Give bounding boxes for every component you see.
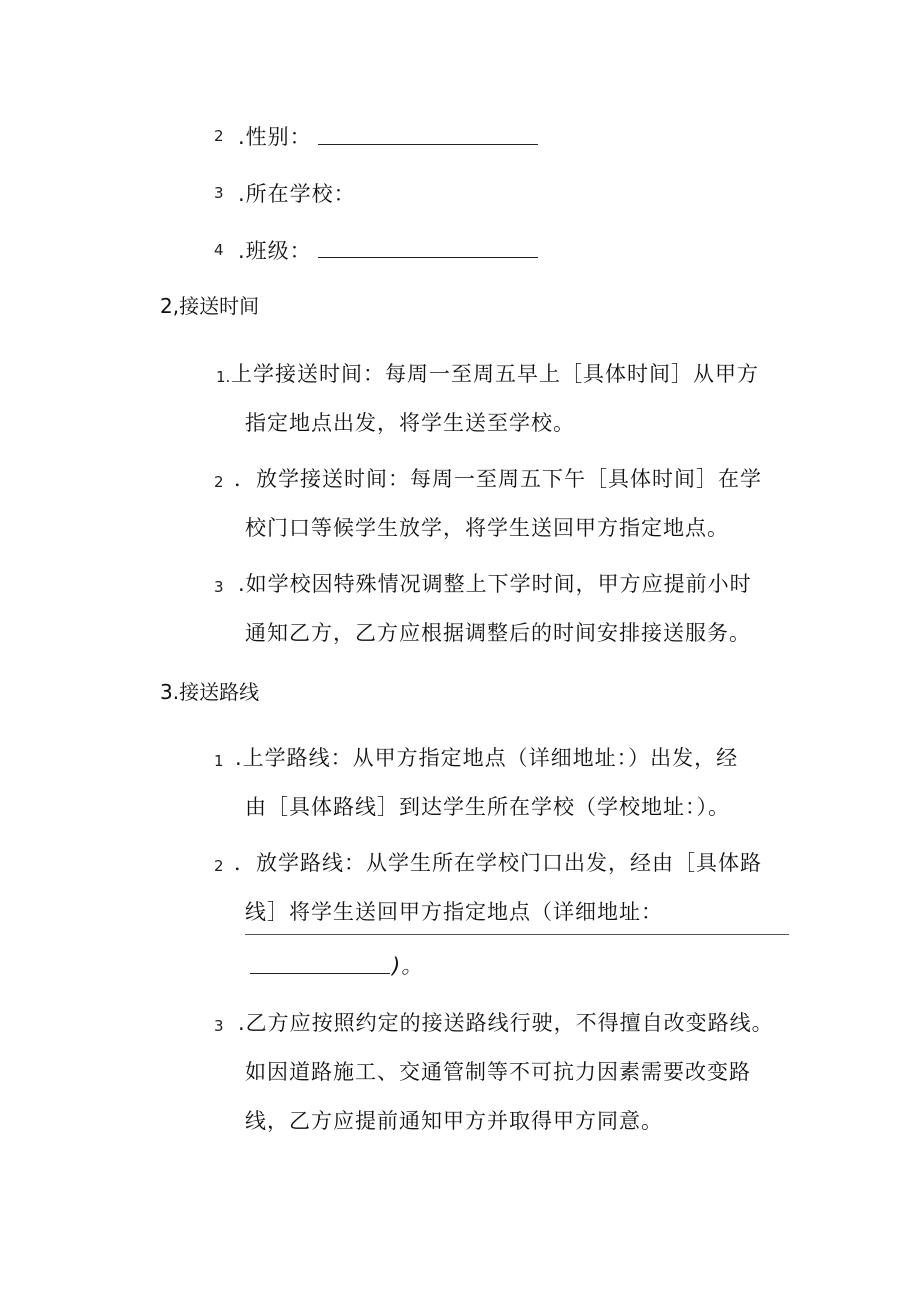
school-label: .所在学校： xyxy=(238,182,356,206)
gender-blank[interactable] xyxy=(318,144,538,145)
list-item-line: 线］将学生送回甲方指定地点（详细地址： xyxy=(245,900,663,924)
list-item-num: 1 xyxy=(214,752,224,770)
class-label: .班级： xyxy=(238,239,312,263)
list-item-num: 3 xyxy=(214,578,224,596)
section-title-pickup-time: 2,接送时间 xyxy=(160,294,260,318)
list-item-line: .如学校因特殊情况调整上下学时间，甲方应提前小时 xyxy=(238,572,752,596)
list-item-num: 3 xyxy=(214,1017,224,1035)
info-item-num: 4 xyxy=(214,241,224,259)
list-item-line: ．放学路线：从学生所在学校门口出发，经由［具体路 xyxy=(234,851,762,875)
list-item-line: .上学路线：从甲方指定地点（详细地址：）出发，经 xyxy=(235,746,739,770)
list-item-line: 线，乙方应提前通知甲方并取得甲方同意。 xyxy=(245,1109,663,1133)
list-item-line: 上学接送时间：每周一至周五早上［具体时间］从甲方 xyxy=(231,362,759,386)
address-underline xyxy=(245,934,789,935)
list-item-line: ．放学接送时间：每周一至周五下午［具体时间］在学 xyxy=(234,467,762,491)
list-item-num: 2 xyxy=(214,857,224,875)
list-item-num: 1. xyxy=(216,368,231,386)
list-item-line: 由［具体路线］到达学生所在学校（学校地址：）。 xyxy=(245,795,730,819)
section-title-route: 3.接送路线 xyxy=(160,680,260,704)
list-item-line: 如因道路施工、交通管制等不可抗力因素需要改变路 xyxy=(245,1060,751,1084)
address-blank[interactable] xyxy=(250,973,390,974)
list-item-line-tail: )。 xyxy=(392,954,424,978)
list-item-line: .乙方应按照约定的接送路线行驶，不得擅自改变路线。 xyxy=(238,1011,774,1035)
info-item-num: 3 xyxy=(214,184,224,202)
class-blank[interactable] xyxy=(318,257,538,258)
list-item-line: 校门口等候学生放学，将学生送回甲方指定地点。 xyxy=(245,516,729,540)
list-item-line: 指定地点出发，将学生送至学校。 xyxy=(245,411,575,435)
list-item-line: 通知乙方，乙方应根据调整后的时间安排接送服务。 xyxy=(245,621,751,645)
info-item-num: 2 xyxy=(214,127,224,145)
gender-label: .性别： xyxy=(238,125,312,149)
list-item-num: 2 xyxy=(214,473,224,491)
